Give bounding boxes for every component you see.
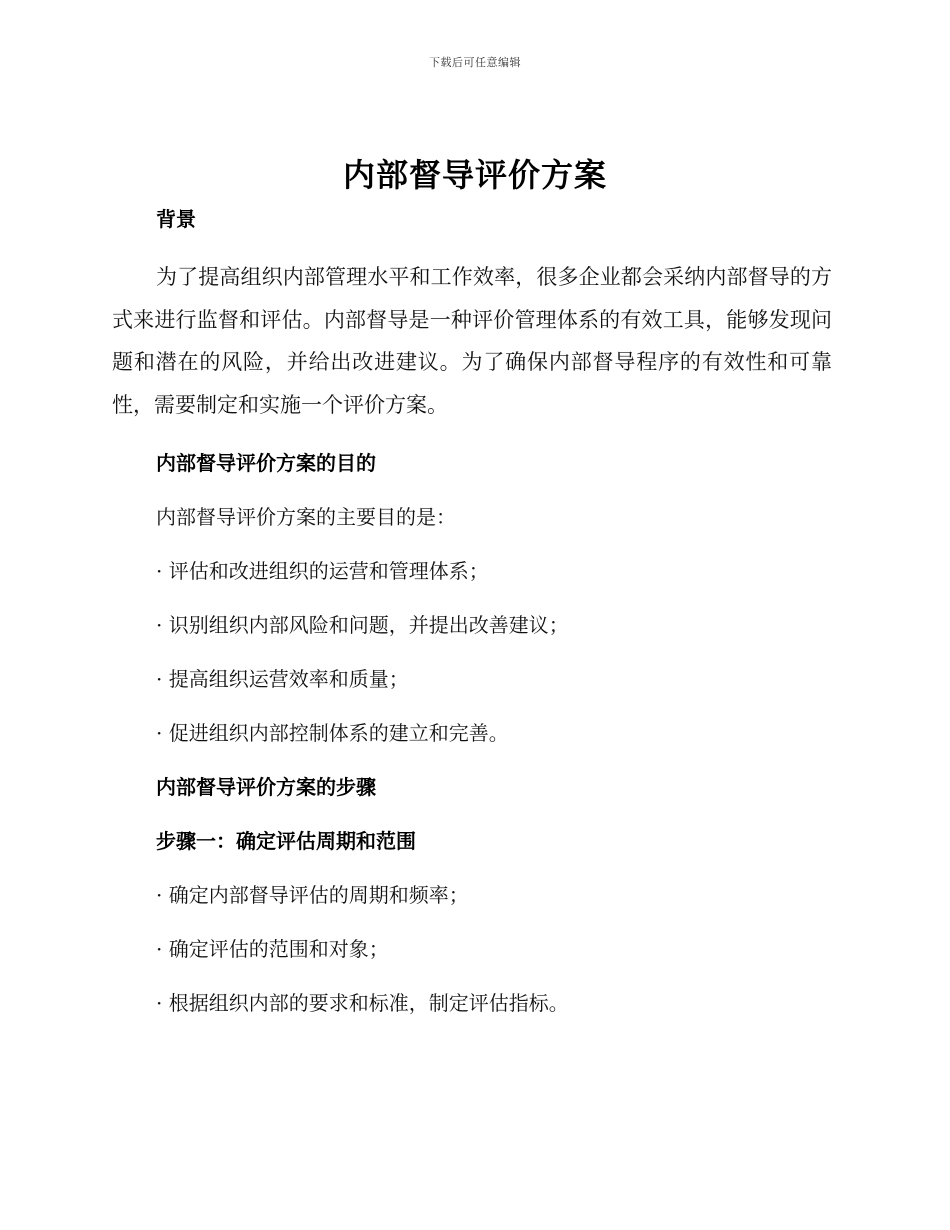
step1-item: · 确定内部督导评估的周期和频率； — [156, 883, 469, 907]
purpose-item: · 提高组织运营效率和质量； — [156, 667, 409, 691]
step1-item: · 确定评估的范围和对象； — [156, 937, 389, 961]
step1-item: · 根据组织内部的要求和标准，制定评估指标。 — [156, 991, 569, 1015]
purpose-item: · 评估和改进组织的运营和管理体系； — [156, 559, 489, 583]
purpose-item: · 识别组织内部风险和问题，并提出改善建议； — [156, 613, 569, 637]
header-note: 下载后可任意编辑 — [429, 56, 521, 69]
step1-heading: 步骤一：确定评估周期和范围 — [156, 829, 416, 853]
section-heading-purpose: 内部督导评价方案的目的 — [156, 451, 376, 475]
purpose-item: · 促进组织内部控制体系的建立和完善。 — [156, 721, 509, 745]
purpose-intro: 内部督导评价方案的主要目的是： — [156, 505, 456, 529]
document-body — [112, 202, 832, 1020]
document-title: 内部督导评价方案 — [342, 156, 607, 194]
section-heading-background: 背景 — [156, 207, 196, 231]
background-paragraph: 为了提高组织内部管理水平和工作效率，很多企业都会采纳内部督导的方式来进行监督和评估。内部督导是一种评价管理体系的有效工具，能够发现问题和潜在的风险，并给出改进建议。为了确保内部督导程序的有效性和可靠性，需要制定和实施一个评价方案。 — [112, 265, 832, 417]
section-heading-steps: 内部督导评价方案的步骤 — [156, 775, 376, 799]
